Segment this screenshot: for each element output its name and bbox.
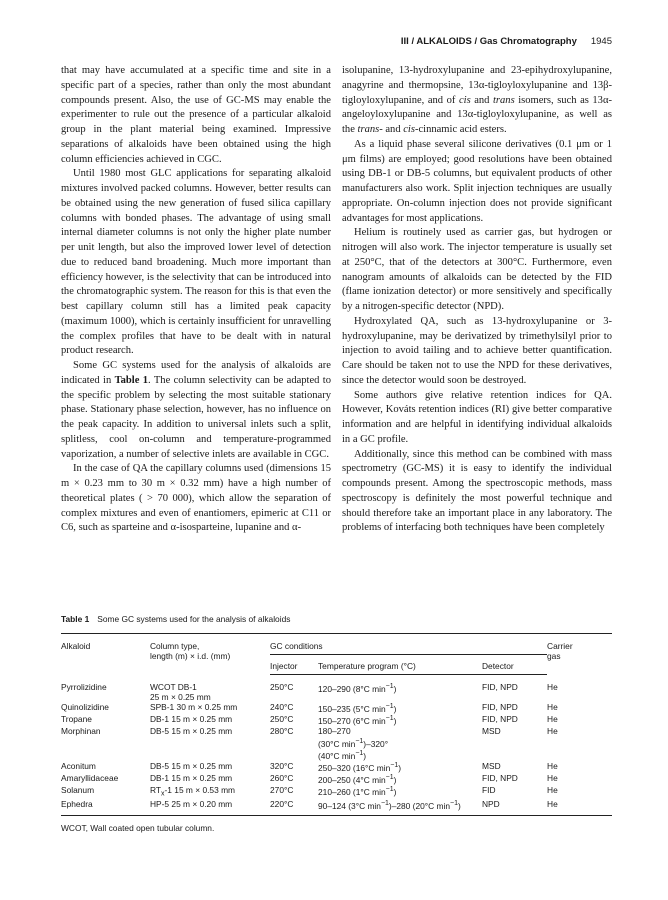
cell-alkaloid: Ephedra (61, 799, 150, 816)
table-row (61, 714, 612, 726)
cell-alkaloid: Tropane (61, 714, 92, 725)
cell-injector: 270°C (270, 784, 294, 795)
cell-detector: FID, NPD (482, 714, 518, 725)
table-row (61, 785, 612, 800)
cell-alkaloid: Solanum (61, 784, 95, 795)
header-injector: Injector (270, 655, 318, 675)
cell-temperature: 180–270 (30°C $\min^{-1})-320^\circ$ (40°C $\min^{-1}$) (318, 726, 389, 761)
cell-injector: 250°C (270, 682, 294, 693)
cell-alkaloid: Morphinan (61, 726, 101, 737)
cell-detector: MSD (482, 726, 501, 737)
left-column-paragraph: that may have accumulated at a specific time and site in a specific part of a species, rather than only the most abundant compounds present. Also, the use of GC-MS may enable the experimenter to rule out the presence of a particular alkaloid group in the plant material being examined. Impressive separations of alkaloids have been obtained using the high column efficiencies achieved in CGC. (61, 65, 331, 165)
cell-carrier: He (547, 714, 558, 725)
cell-carrier: He (547, 760, 558, 771)
left-column-paragraph: Until 1980 most GLC applications for separating alkaloid mixtures involved packed columns. However, better results can be obtained using the new generation of fused silica capillary columns with bonded phases. The advantage of using small internal diameter columns is not only the higher plate number per unit length, but also the improved lower level of detection due to reduced band broadening. Much more important than efficiency however, is the selectivity that can be introduced into the chromatographic system. The reason for this is that even the best capillary column still has a limited peak capacity (maximum 1000), which is certainly insufficient for unravelling the complex profiles that have to be dealt with in natural product research. (61, 168, 331, 357)
cell-detector: FID, NPD (482, 702, 518, 713)
cell-carrier: He (547, 799, 612, 816)
cell-carrier: He (547, 772, 558, 783)
left-column-paragraph: Some GC systems used for the analysis of alkaloids are indicated in Table 1. The column selectivity can be adapted to the specific problem by selecting the most suitable stationary phase. Stationary phase selection, however, has no influence on the peak capacity. In addition to universal inlets such a split, splitless, cool on-column and temperature-programmed vaporization, a number of selective inlets are available in CGC. (61, 360, 331, 460)
gc-systems-table (61, 633, 612, 816)
cell-column: SPB-1 30 m × 0.25 mm (150, 702, 238, 713)
right-column-paragraph: Additionally, since this method can be combined with mass spectrometry (GC-MS) it is easy to identify the individual compounds present. Among the spectroscopic methods, mass spectroscopy is definitely the most powerful technique and should therefore take an important place in any laboratory. The problems of interfacing both techniques have been completely (342, 448, 612, 534)
table-row (61, 726, 612, 760)
cell-detector: MSD (482, 760, 501, 771)
cell-alkaloid: Amaryllidaceae (61, 772, 119, 783)
running-head-title: III / ALKALOIDS / Gas Chromatography (400, 36, 577, 47)
cell-alkaloid: Pyrrolizidine (61, 681, 107, 692)
cell-carrier: He (547, 681, 558, 692)
header-carrier-gas: Carrier gas (547, 634, 612, 675)
right-column-paragraph: As a liquid phase several silicone derivatives (0.1 μm or 1 μm films) are employed; good resolutions have been obtained using DB-1 or DB-5 columns, but equivalent products of other manufacturers also work. Split injection techniques are usually appropriate. On-column injection does not provide significant advantages for most applications. (342, 138, 612, 224)
table-row (61, 799, 612, 816)
cell-injector: 260°C (270, 772, 294, 783)
right-column-paragraph: Hydroxylated QA, such as 13-hydroxylupanine or 3-hydroxylupanine, may be derivatized by trimethylsilyl prior to injection to avoid tailing and to achieve better quantification. Care should be taken not to use the NPD for these derivatives, since the detector would soon be destroyed. (342, 315, 612, 386)
cell-alkaloid: Quinolizidine (61, 702, 109, 713)
cell-injector: 250°C (270, 714, 294, 725)
header-gc-conditions: GC conditions (270, 634, 547, 655)
cell-detector: NPD (482, 799, 547, 816)
page-number: 1945 (590, 36, 612, 47)
cell-injector: 280°C (270, 726, 294, 737)
cell-temperature: 150–235 (5°C $\min^{-1}$) (318, 703, 397, 715)
cell-column: HP-5 25 m × 0.20 mm (150, 799, 270, 816)
cell-injector: 240°C (270, 702, 294, 713)
table-footnote: WCOT, Wall coated open tubular column. (61, 823, 215, 834)
table-row (61, 761, 612, 773)
table-row (61, 773, 612, 785)
cell-detector: FID (482, 784, 496, 795)
running-header (0, 36, 612, 47)
table-label: Table 1 (61, 614, 90, 624)
cell-carrier: He (547, 784, 558, 795)
cell-temperature: 200–250 (4°C $\min^{-1}$) (318, 773, 397, 785)
table-1 (61, 614, 612, 833)
left-column (61, 64, 331, 536)
cell-detector: FID, NPD (482, 682, 518, 693)
left-column-paragraph: In the case of QA the capillary columns used (dimensions 15 m × 0.23 mm to 30 m × 0.32 mm) have a high number of theoretical plates ( > 70 000), which allow the separation of complex mixtures and even of enantiomers, epimeric at C11 or C6, such as sparteine and α-isosparteine, lupanine and α- (61, 463, 331, 534)
table-row (61, 702, 612, 714)
cell-carrier: He (547, 726, 558, 737)
right-column-paragraph: Some authors give relative retention indices for QA. However, Kováts retention indices (RI) give better comparative information and are helpful in identifying individual alkaloids in a GC profile. (342, 389, 612, 445)
cell-injector: 320°C (270, 760, 294, 771)
table-row (61, 675, 612, 702)
cell-detector: FID, NPD (482, 772, 518, 783)
right-column-paragraph: Helium is routinely used as carrier gas, but hydrogen or nitrogen will also work. The injector temperature is usually set at 250°C, that of the detectors at 300°C. Furthermore, even nanogram amounts of alkaloids can be detected by the FID (flame ionization detector) or more sensitively and specifically by a nitrogen-specific detector (NPD). (342, 227, 612, 312)
cell-alkaloid: Aconitum (61, 760, 96, 771)
cell-temperature: 250–320 (16°C $\min^{-1}$) (318, 761, 402, 773)
cell-column: DB-5 15 m × 0.25 mm (150, 726, 233, 737)
header-alkaloid: Alkaloid (61, 634, 150, 675)
right-column (342, 64, 612, 536)
table-caption-text: Some GC systems used for the analysis of alkaloids (97, 614, 291, 624)
cell-temperature: 210–260 (1°C $\min^{-1}$) (318, 785, 397, 797)
cell-column: DB-5 15 m × 0.25 mm (150, 760, 233, 771)
cell-temperature: 150–270 (6°C $\min^{-1}$) (318, 715, 397, 727)
header-temperature: Temperature program (°C) (318, 655, 482, 675)
cell-column: DB-1 15 m × 0.25 mm (150, 772, 233, 783)
cell-carrier: He (547, 702, 558, 713)
cell-injector: 220°C (270, 799, 318, 816)
cell-column: DB-1 15 m × 0.25 mm (150, 714, 233, 725)
cell-column: WCOT DB-1 25 m × 0.25 mm (150, 681, 211, 703)
table-caption (61, 614, 612, 624)
cell-temperature: 120–290 (8°C $\min^{-1}$) (318, 683, 397, 695)
header-detector: Detector (482, 655, 547, 675)
header-column-type: Column type, length (m) × i.d. (mm) (150, 634, 270, 675)
right-column-paragraph: isolupanine, 13-hydroxylupanine and 23-epihydroxylupanine, anagyrine and thermopsine, 13α-tigloyloxylupanine and 13β-tigloyloxylupanine, and of cis and trans isomers, such as 13α-angeloyloxylupanine and 13α-tigloyloxylupanine, as well as the trans- and cis-cinnamic acid esters. (342, 65, 612, 135)
cell-temperature: 90–124 (3°C $\min^{-1})-280$ (20°C $\min^{-1}$) (318, 799, 482, 816)
cell-column: $RT_x-1$ 15 m × 0.53 mm (150, 784, 236, 798)
